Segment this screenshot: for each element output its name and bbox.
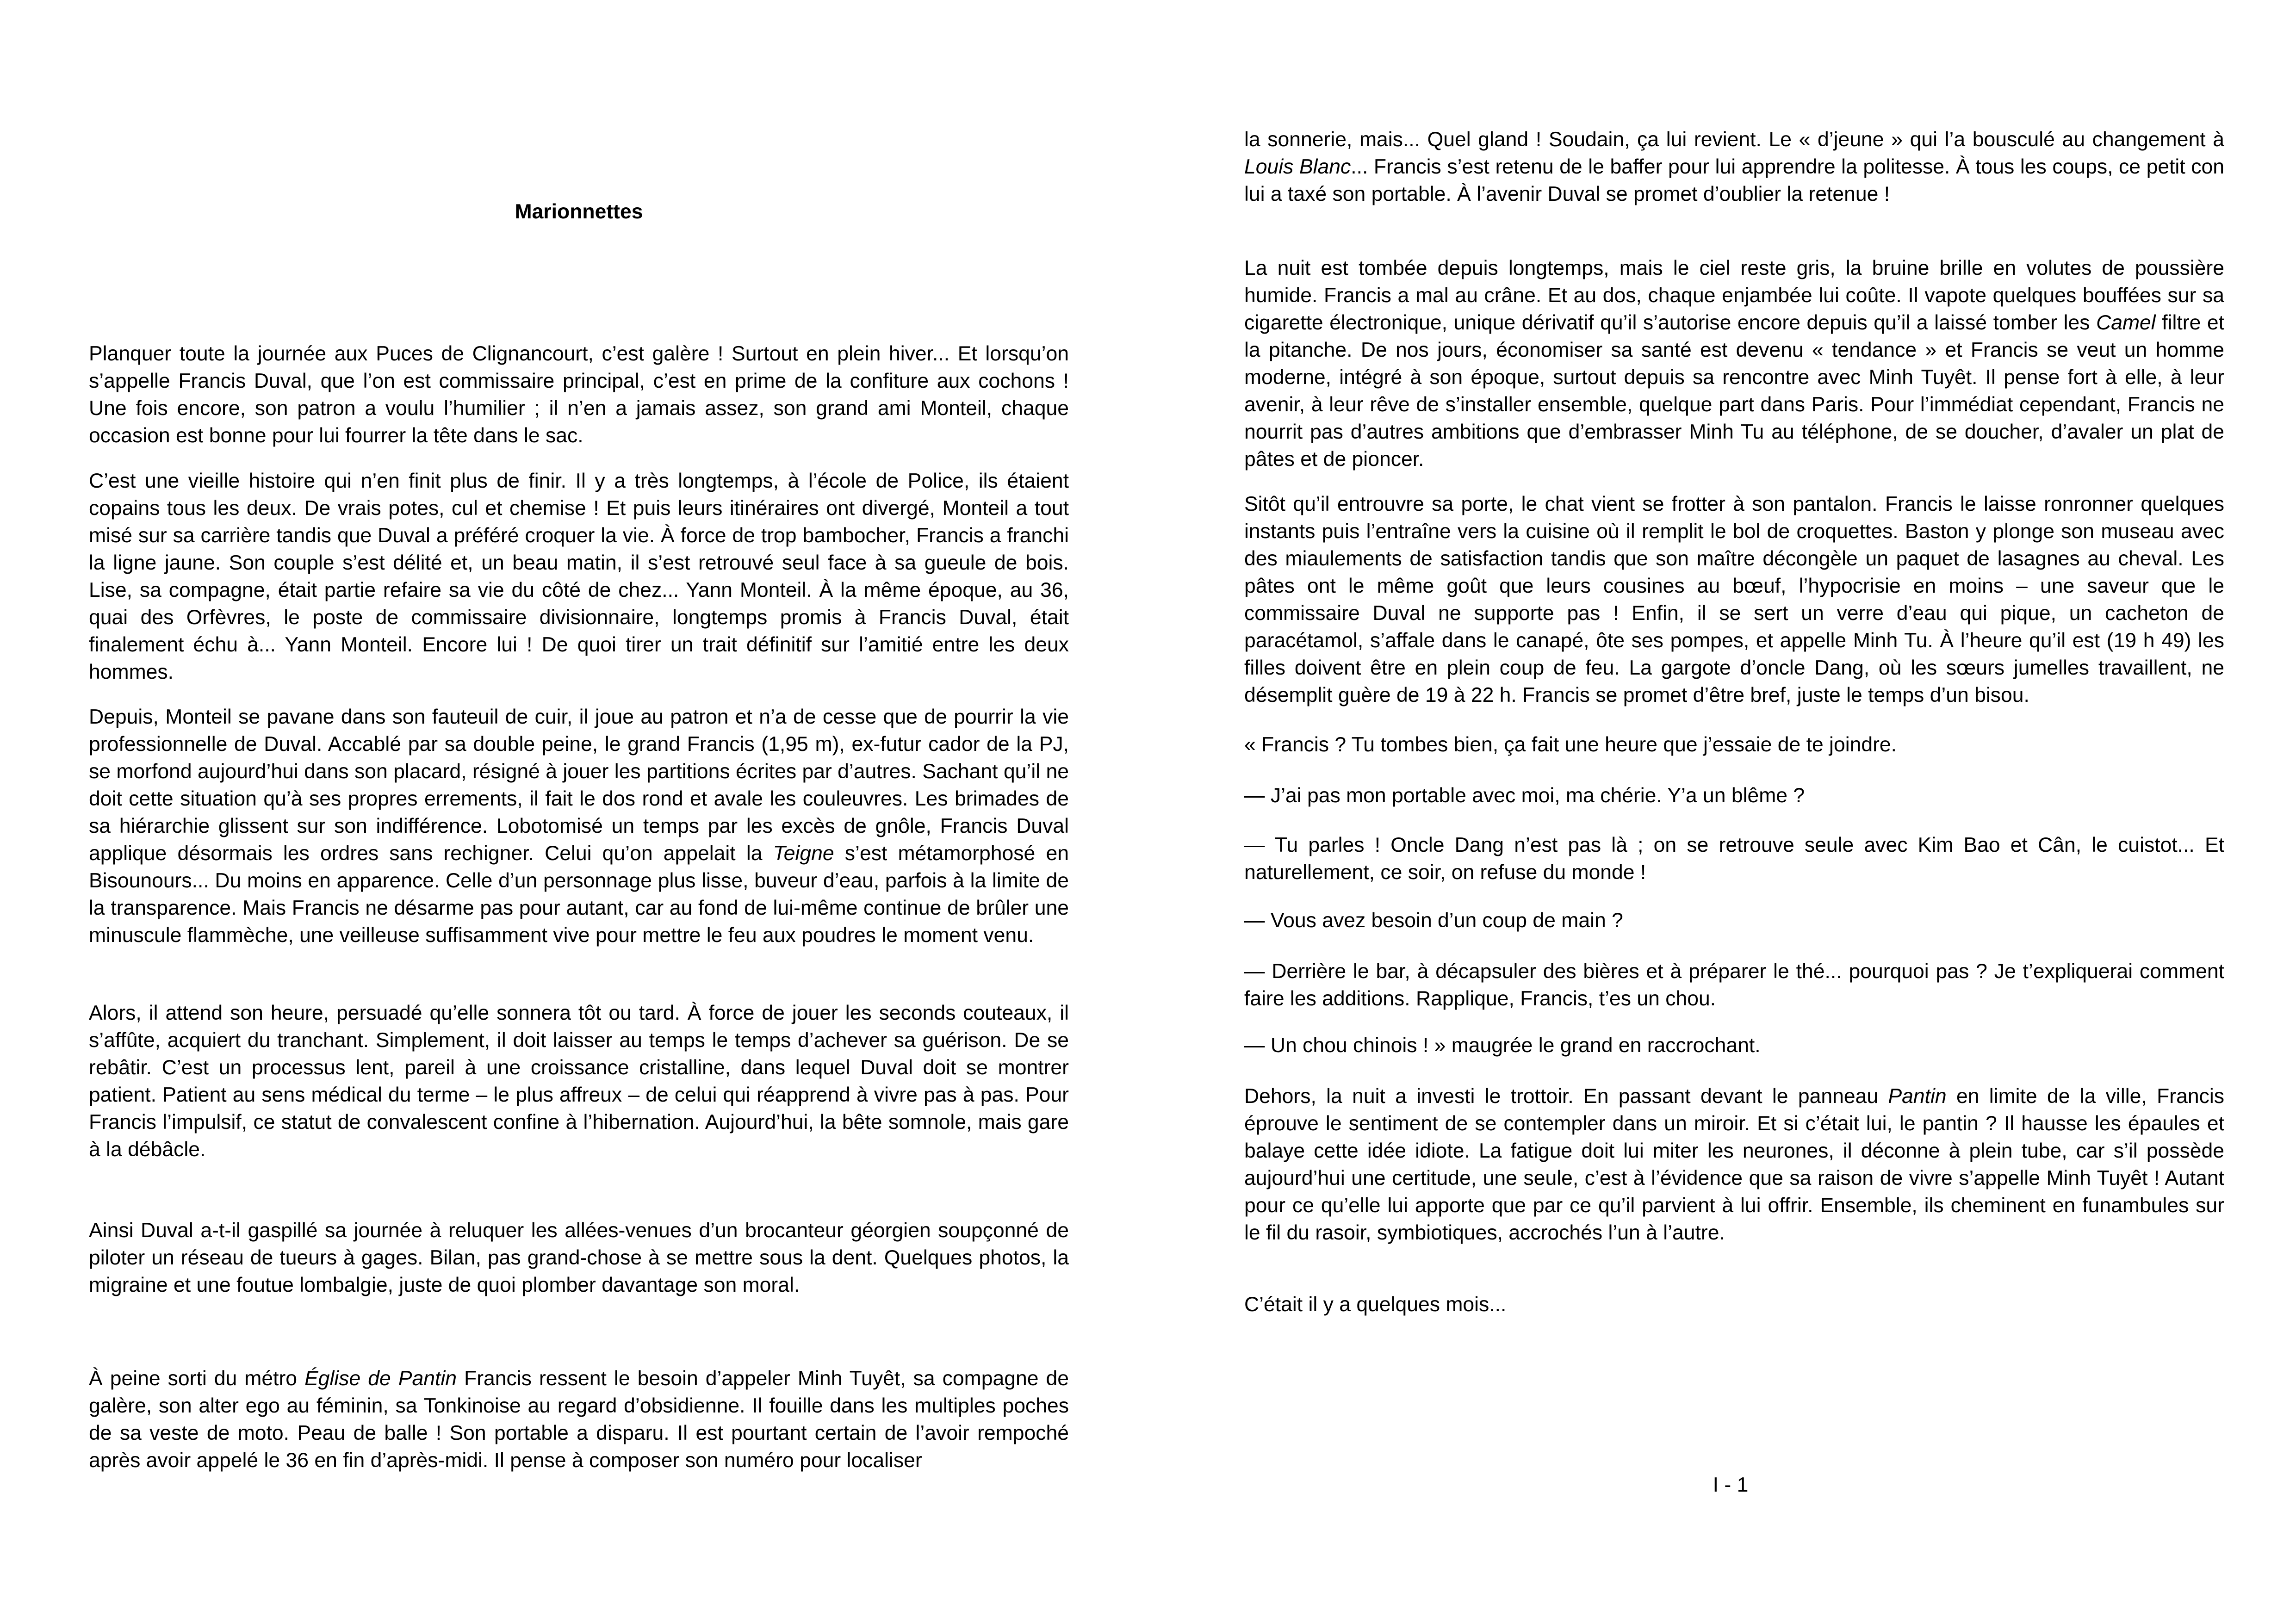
left-paragraph-2 [89,467,1069,686]
page-number: I - 1 [1713,1474,1749,1496]
text-run: ... Francis s’est retenu de le baffer pour lui apprendre la politesse. À tous les coups, ce petit con lui a taxé son portable. À l’avenir Duval se promet d’oublier la retenue ! [1244,155,2224,205]
text-run: s’est métamorphosé en Bisounours... Du moins en apparence. Celle d’un personnage plus lisse, buveur d’eau, parfois à la limite de la transparence. Mais Francis ne désarme pas pour autant, car au fond de lui-même continue de brûler une minuscule flammèche, une veilleuse suffisamment vive pour mettre le feu aux poudres le moment venu. [89,842,1069,947]
text-run: C’est une vieille histoire qui n’en finit plus de finir. Il y a très longtemps, à l’école de Police, ils étaient copains tous les deux. De vrais potes, cul et chemise ! Et puis leurs itinéraires ont divergé, Monteil a tout misé sur sa carrière tandis que Duval a préféré croquer la vie. À force de trop bambocher, Francis a franchi la ligne jaune. Son couple s’est délité et, un beau matin, il s’est retrouvé seul face à sa gueule de bois. Lise, sa compagne, était partie refaire sa vie du côté de chez... Yann Monteil. À la même époque, au 36, quai des Orfèvres, le poste de commissaire divisionnaire, longtemps promis à Francis Duval, était finalement échu à... Yann Monteil. Encore lui ! De quoi tirer un trait définitif sur l’amitié entre les deux hommes. [89,470,1069,683]
text-run: — Vous avez besoin d’un coup de main ? [1244,909,1623,932]
text-run: C’était il y a quelques mois... [1244,1293,1507,1316]
left-paragraph-6 [89,1365,1069,1474]
italic-text: Camel [2096,311,2156,334]
right-paragraph-1 [1244,126,2224,208]
text-run: Dehors, la nuit a investi le trottoir. En passant devant le panneau [1244,1085,1888,1108]
chapter-title: Marionnettes [515,200,643,223]
text-run: filtre et la pitanche. De nos jours, économiser sa santé est devenu « tendance » et Francis se veut un homme moderne, intégré à son époque, surtout depuis sa rencontre avec Minh Tuyêt. Il pense fort à elle, à leur avenir, à leur rêve de s’installer ensemble, quelque part dans Paris. Pour l’immédiat cependant, Francis ne nourrit pas d’autres ambitions que d’embrasser Minh Tu au téléphone, de se doucher, d’avaler un plat de pâtes et de pioncer. [1244,311,2224,471]
text-run: Ainsi Duval a-t-il gaspillé sa journée à reluquer les allées-venues d’un brocanteur géorgien soupçonné de piloter un réseau de tueurs à gages. Bilan, pas grand-chose à se mettre sous la dent. Quelques photos, la migraine et une foutue lombalgie, juste de quoi plomber davantage son moral. [89,1219,1069,1296]
text-run: en limite de la ville, Francis éprouve le sentiment de se contempler dans un miroir. Et si c’était lui, le pantin ? Il hausse les épaules et balaye cette idée idiote. La fatigue doit lui miter les neurones, il déconne à plein tube, car s’il possède aujourd’hui une certitude, une seule, c’est à l’évidence que sa raison de vivre s’appelle Minh Tuyêt ! Autant pour ce qu’elle lui apporte que par ce qu’il parvient à lui offrir. Ensemble, ils cheminent en funambules sur le fil du rasoir, symbiotiques, accrochés l’un à l’autre. [1244,1085,2225,1244]
right-paragraph-2 [1244,254,2224,473]
text-run: Alors, il attend son heure, persuadé qu’elle sonnera tôt ou tard. À force de jouer les seconds couteaux, il s’affûte, acquiert du tranchant. Simplement, il doit laisser au temps le temps d’achever sa guérison. De se rebâtir. C’est un processus lent, pareil à une croissance cristalline, dans lequel Duval doit se montrer patient. Patient au sens médical du terme – le plus affreux – de celui qui réapprend à vivre pas à pas. Pour Francis l’impulsif, ce statut de convalescent confine à l’hibernation. Aujourd’hui, la bête somnole, mais gare à la débâcle. [89,1002,1069,1161]
right-paragraph-11 [1244,1291,2224,1318]
right-paragraph-7 [1244,907,2224,934]
left-paragraph-1 [89,340,1069,449]
left-paragraph-3 [89,703,1069,949]
text-run: Planquer toute la journée aux Puces de Clignancourt, c’est galère ! Surtout en plein hiver... Et lorsqu’on s’appelle Francis Duval, que l’on est commissaire principal, c’est en prime de la confiture aux cochons ! Une fois encore, son patron a voulu l’humilier ; il n’en a jamais assez, son grand ami Monteil, chaque occasion est bonne pour lui fourrer la tête dans le sac. [89,342,1069,447]
right-paragraph-5 [1244,782,2224,809]
text-run: — Tu parles ! Oncle Dang n’est pas là ; on se retrouve seule avec Kim Bao et Cân, le cuistot... Et naturellement, ce soir, on refuse du monde ! [1244,834,2224,884]
right-paragraph-8 [1244,958,2224,1012]
text-run: Sitôt qu’il entrouvre sa porte, le chat vient se frotter à son pantalon. Francis le laisse ronronner quelques instants puis l’entraîne vers la cuisine où il remplit le bol de croquettes. Baston y plonge son museau avec des miaulements de satisfaction tandis que son maître décongèle un paquet de lasagnes au cheval. Les pâtes ont le même goût que leurs cousines au bœuf, l’hypocrisie en moins – une saveur que le commissaire Duval ne supporte pas ! Enfin, il se sert un verre d’eau qui pique, un cacheton de paracétamol, s’affale dans le canapé, ôte ses pompes, et appelle Minh Tu. À l’heure qu’il est (19 h 49) les filles doivent être en plein coup de feu. La gargote d’oncle Dang, où les sœurs jumelles travaillent, ne désemplit guère de 19 à 22 h. Francis se promet d’être bref, juste le temps d’un bisou. [1244,493,2224,706]
text-run: « Francis ? Tu tombes bien, ça fait une heure que j’essaie de te joindre. [1244,733,1897,756]
right-paragraph-9 [1244,1032,2224,1059]
right-paragraph-10 [1244,1083,2224,1246]
text-run: — J’ai pas mon portable avec moi, ma chérie. Y’a un blême ? [1244,784,1805,807]
text-run: La nuit est tombée depuis longtemps, mais le ciel reste gris, la bruine brille en volutes de poussière humide. Francis a mal au crâne. Et au dos, chaque enjambée lui coûte. Il vapote quelques bouffées sur sa cigarette électronique, unique dérivatif qu’il s’autorise encore depuis qu’il a laissé tomber les [1244,257,2224,334]
left-paragraph-4 [89,999,1069,1163]
italic-text: Louis Blanc [1244,155,1351,178]
text-run: la sonnerie, mais... Quel gland ! Soudain, ça lui revient. Le « d’jeune » qui l’a bousculé au changement à [1244,128,2224,151]
text-run: — Derrière le bar, à décapsuler des bières et à préparer le thé... pourquoi pas ? Je t’expliquerai comment faire les additions. Rapplique, Francis, t’es un chou. [1244,960,2224,1010]
right-paragraph-6 [1244,831,2224,886]
italic-text: Pantin [1888,1085,1947,1108]
text-run: Francis ressent le besoin d’appeler Minh Tuyêt, sa compagne de galère, son alter ego au féminin, sa Tonkinoise au regard d’obsidienne. Il fouille dans les multiples poches de sa veste de moto. Peau de balle ! Son portable a disparu. Il est pourtant certain de l’avoir rempoché après avoir appelé le 36 en fin d’après-midi. Il pense à composer son numéro pour localiser [89,1367,1069,1472]
left-paragraph-5 [89,1217,1069,1299]
italic-text: Teigne [773,842,834,865]
text-run: — Un chou chinois ! » maugrée le grand en raccrochant. [1244,1034,1761,1057]
text-run: À peine sorti du métro [89,1367,305,1390]
text-run: Depuis, Monteil se pavane dans son fauteuil de cuir, il joue au patron et n’a de cesse que de pourrir la vie professionnelle de Duval. Accablé par sa double peine, le grand Francis (1,95 m), ex-futur cador de la PJ, se morfond aujourd’hui dans son placard, résigné à jouer les partitions écrites par d’autres. Sachant qu’il ne doit cette situation qu’à ses propres errements, il fait le dos rond et avale les couleuvres. Les brimades de sa hiérarchie glissent sur son indifférence. Lobotomisé un temps par les excès de gnôle, Francis Duval applique désormais les ordres sans rechigner. Celui qu’on appelait la [89,706,1069,865]
italic-text: Église de Pantin [304,1367,457,1390]
right-paragraph-4 [1244,731,2224,758]
right-paragraph-3 [1244,490,2224,709]
